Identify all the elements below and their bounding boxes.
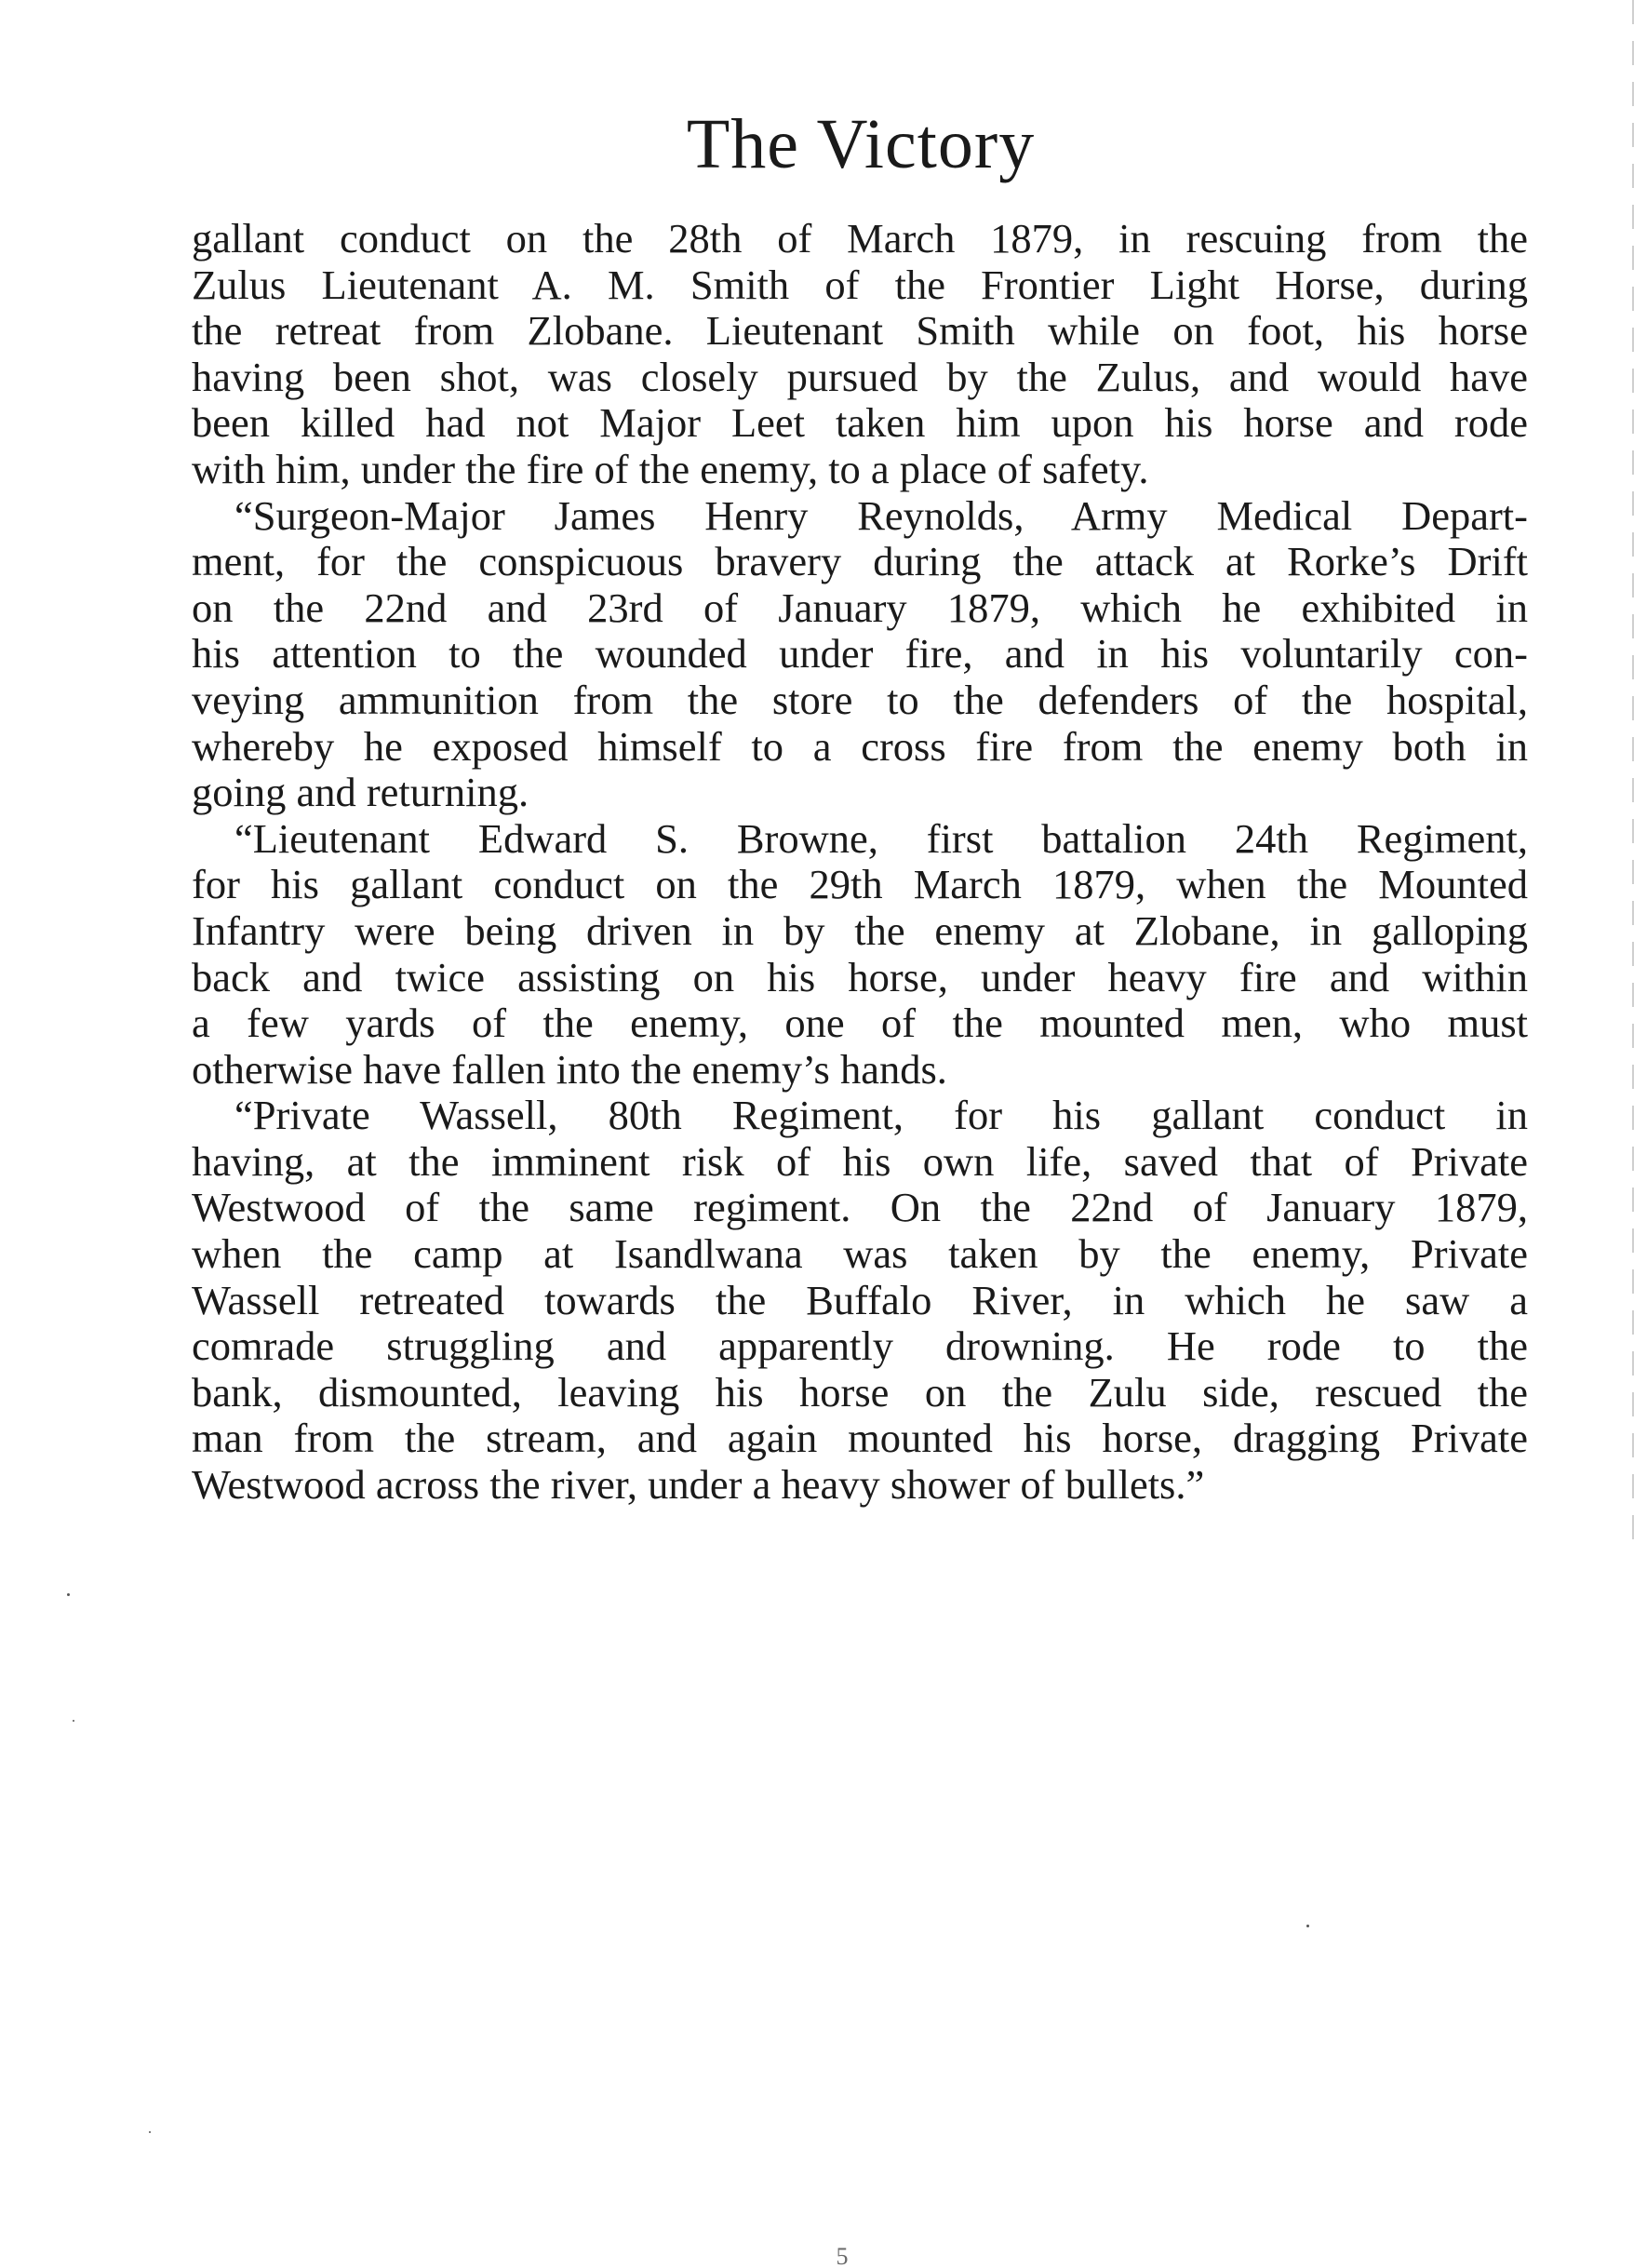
text-line: otherwise have fallen into the enemy’s hands. bbox=[192, 1045, 947, 1093]
scan-speck bbox=[67, 1593, 70, 1596]
text-line: veying ammunition from the store to the defenders of the hospital, bbox=[192, 676, 1528, 723]
text-line: with him, under the fire of the enemy, to a place of safety. bbox=[192, 445, 1149, 492]
text-line: the retreat from Zlobane. Lieutenant Smith while on foot, his horse bbox=[192, 307, 1528, 355]
text-line: for his gallant conduct on the 29th March 1879, when the Mounted bbox=[192, 861, 1528, 908]
text-line: whereby he exposed himself to a cross fire from the enemy both in bbox=[192, 722, 1528, 770]
text-line: going and returning. bbox=[192, 769, 529, 816]
body-text bbox=[192, 216, 1528, 1509]
text-line: ment, for the conspicuous bravery during the attack at Rorke’s Drift bbox=[192, 538, 1528, 585]
text-line: gallant conduct on the 28th of March 1879, in rescuing from the bbox=[192, 215, 1528, 262]
page-number: 5 bbox=[836, 2243, 849, 2268]
scan-speck bbox=[1306, 1925, 1309, 1927]
text-line: having, at the imminent risk of his own life, saved that of Private bbox=[192, 1137, 1528, 1185]
text-line: Zulus Lieutenant A. M. Smith of the Frontier Light Horse, during bbox=[192, 261, 1528, 308]
scan-speck bbox=[73, 1720, 74, 1722]
running-head: The Victory bbox=[686, 105, 1036, 183]
text-line: on the 22nd and 23rd of January 1879, which he exhibited in bbox=[192, 584, 1528, 631]
text-line: when the camp at Isandlwana was taken by the enemy, Private bbox=[192, 1230, 1528, 1278]
text-line: been killed had not Major Leet taken him upon his horse and rode bbox=[192, 399, 1528, 447]
text-line: his attention to the wounded under fire, and in his voluntarily con- bbox=[192, 630, 1528, 678]
page-edge-shadow bbox=[1632, 0, 1634, 1545]
text-line: “Surgeon-Major James Henry Reynolds, Army Medical Depart- bbox=[234, 491, 1528, 539]
text-line: Wassell retreated towards the Buffalo River, in which he saw a bbox=[192, 1276, 1528, 1323]
text-line: Westwood across the river, under a heavy shower of bullets.” bbox=[192, 1461, 1205, 1509]
text-line: man from the stream, and again mounted his horse, dragging Private bbox=[192, 1415, 1528, 1462]
text-line: “Private Wassell, 80th Regiment, for his gallant conduct in bbox=[234, 1092, 1528, 1139]
scan-speck bbox=[149, 2131, 151, 2133]
text-line: back and twice assisting on his horse, under heavy fire and within bbox=[192, 953, 1528, 1000]
text-line: Westwood of the same regiment. On the 22nd of January 1879, bbox=[192, 1184, 1528, 1231]
text-line: “Lieutenant Edward S. Browne, first battalion 24th Regiment, bbox=[234, 814, 1528, 862]
text-line: having been shot, was closely pursued by the Zulus, and would have bbox=[192, 353, 1528, 400]
text-line: bank, dismounted, leaving his horse on the Zulu side, rescued the bbox=[192, 1368, 1528, 1416]
text-line: Infantry were being driven in by the enemy at Zlobane, in galloping bbox=[192, 906, 1528, 954]
text-line: a few yards of the enemy, one of the mounted men, who must bbox=[192, 1000, 1528, 1047]
text-line: comrade struggling and apparently drowning. He rode to the bbox=[192, 1322, 1528, 1370]
